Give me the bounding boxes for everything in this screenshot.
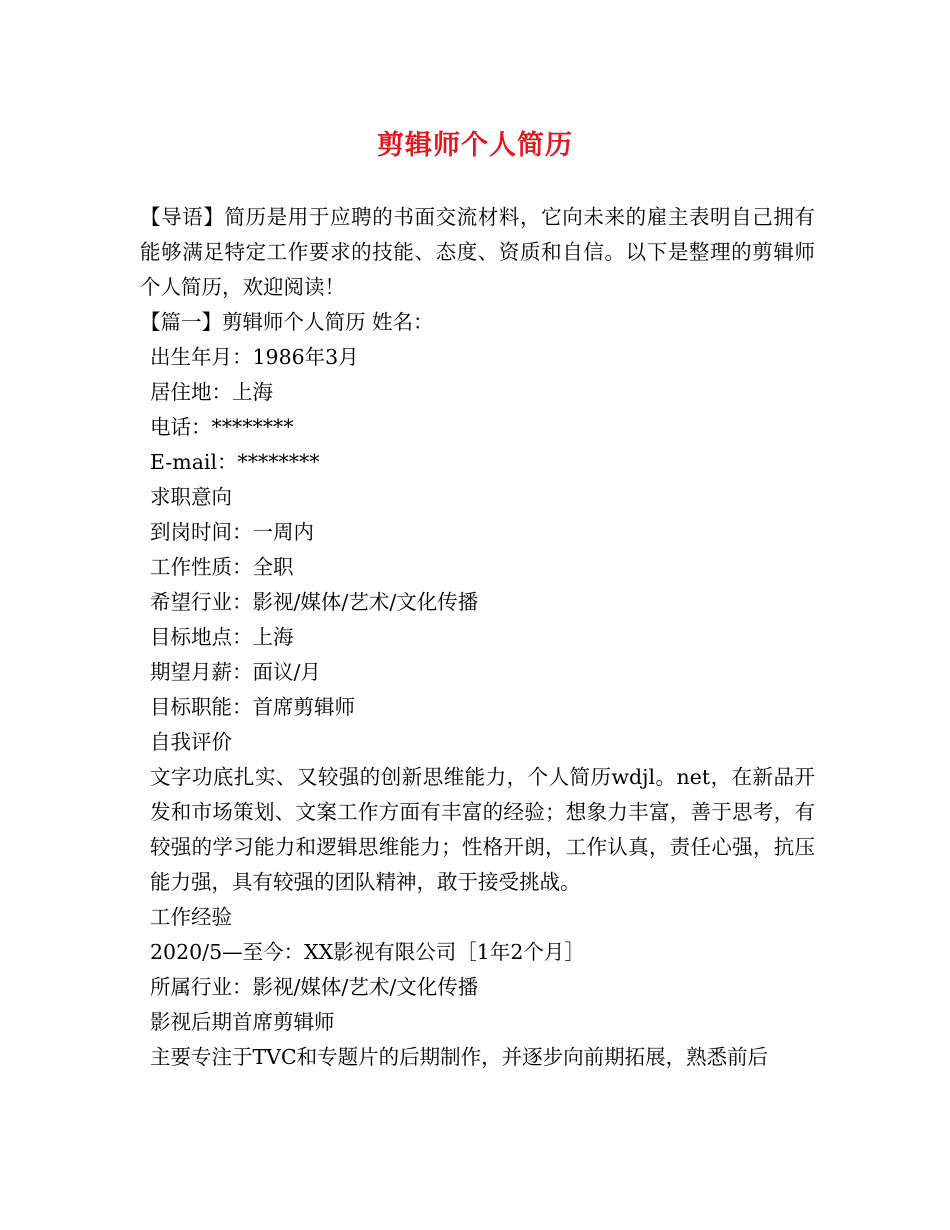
- job-intent-start: 到岗时间：一周内: [150, 520, 314, 544]
- job-intent-heading: 求职意向: [150, 485, 232, 509]
- job-intent-location: 目标地点：上海: [150, 625, 294, 649]
- job-intent-industry: 希望行业：影视/媒体/艺术/文化传播: [150, 590, 479, 614]
- work-industry: 所属行业：影视/媒体/艺术/文化传播: [150, 975, 479, 999]
- intro-paragraph: 【导语】简历是用于应聘的书面交流材料，它向未来的雇主表明自己拥有能够满足特定工作要求的技能、态度、资质和自信。以下是整理的剪辑师个人简历，欢迎阅读！: [140, 205, 815, 299]
- self-eval-heading: 自我评价: [150, 730, 232, 754]
- document-title: 剪辑师个人简历: [377, 130, 573, 161]
- document-body: [140, 200, 815, 1075]
- work-position: 影视后期首席剪辑师: [150, 1010, 335, 1034]
- work-period: 2020/5—至今：XX影视有限公司［1年2个月］: [150, 940, 585, 964]
- work-heading: 工作经验: [150, 905, 232, 929]
- personal-info-phone: 电话：********: [150, 415, 294, 439]
- work-description: 主要专注于TVC和专题片的后期制作，并逐步向前期拓展，熟悉前后: [150, 1045, 769, 1069]
- job-intent-type: 工作性质：全职: [150, 555, 294, 579]
- personal-info-birth: 出生年月：1986年3月: [150, 345, 359, 369]
- job-intent-salary: 期望月薪：面议/月: [150, 660, 321, 684]
- self-eval-paragraph: 文字功底扎实、又较强的创新思维能力，个人简历wdjl。net，在新品开发和市场策划、文案工作方面有丰富的经验；想象力丰富，善于思考，有较强的学习能力和逻辑思维能力；性格开朗，工作认真，责任心强，抗压能力强，具有较强的团队精神，敢于接受挑战。: [150, 765, 815, 894]
- section-heading: 【篇一】剪辑师个人简历 姓名：: [140, 310, 434, 334]
- personal-info-residence: 居住地：上海: [150, 380, 273, 404]
- job-intent-role: 目标职能：首席剪辑师: [150, 695, 355, 719]
- personal-info-email: E-mail：********: [150, 450, 320, 474]
